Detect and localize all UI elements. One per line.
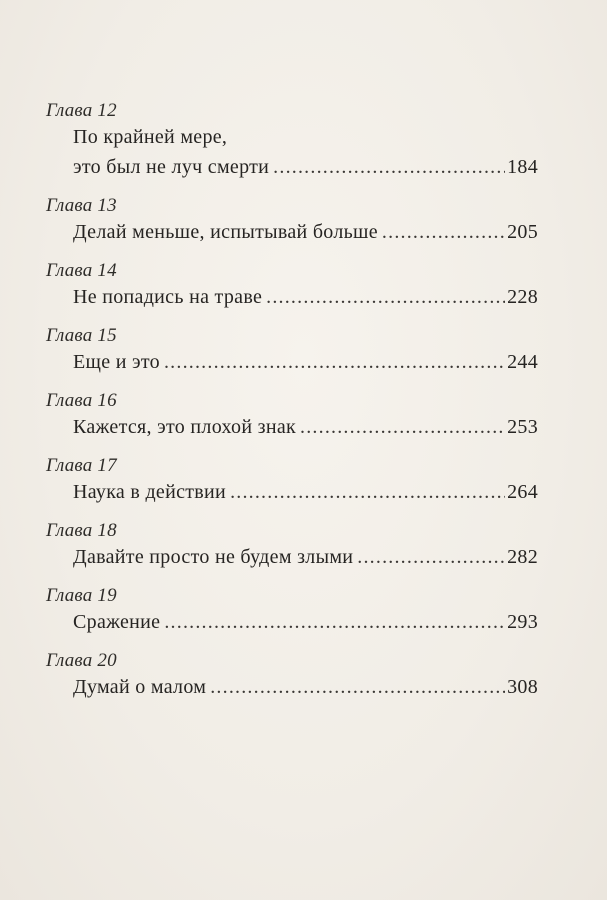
chapter-title: Кажется, это плохой знак: [73, 416, 297, 438]
toc-entry: [46, 195, 538, 247]
chapter-label: Глава 19: [46, 585, 117, 606]
toc-entry: [46, 325, 538, 377]
toc-entry: [46, 650, 538, 702]
toc-entry: [46, 100, 538, 182]
dot-leader: [164, 607, 505, 637]
chapter-title: Делай меньше, испытывай больше: [73, 221, 378, 243]
chapter-title-row: [73, 672, 538, 702]
chapter-title-row: [73, 217, 538, 247]
page-number: 308: [507, 676, 538, 698]
dot-leader: [210, 672, 505, 702]
chapter-title-line: По крайней мере,: [73, 126, 228, 148]
page-number: 228: [507, 286, 538, 308]
chapter-label: Глава 15: [46, 325, 117, 346]
page-number: 293: [507, 611, 538, 633]
toc-entry: [46, 585, 538, 637]
dot-leader: [382, 217, 505, 247]
page-number: 244: [507, 351, 538, 373]
toc-entry: [46, 520, 538, 572]
chapter-label: Глава 18: [46, 520, 117, 541]
chapter-title: Не попадись на траве: [73, 286, 263, 308]
chapter-title-row: [73, 282, 538, 312]
toc-entry: [46, 390, 538, 442]
chapter-title-row: [73, 412, 538, 442]
dot-leader: [164, 347, 505, 377]
chapter-title: Наука в действии: [73, 481, 227, 503]
table-of-contents: [46, 100, 538, 715]
chapter-label: Глава 16: [46, 390, 117, 411]
chapter-title-row: [73, 477, 538, 507]
chapter-label: Глава 14: [46, 260, 117, 281]
page-number: 264: [507, 481, 538, 503]
chapter-title: Еще и это: [73, 351, 160, 373]
dot-leader: [266, 282, 505, 312]
dot-leader: [230, 477, 505, 507]
chapter-title: это был не луч смерти: [73, 156, 270, 178]
toc-entry: [46, 260, 538, 312]
chapter-title: Давайте просто не будем злыми: [73, 546, 354, 568]
page-number: 253: [507, 416, 538, 438]
chapter-title: Сражение: [73, 611, 161, 633]
dot-leader: [273, 152, 505, 182]
dot-leader: [300, 412, 505, 442]
chapter-title-row: [73, 152, 538, 182]
chapter-title-row: [73, 347, 538, 377]
chapter-label: Глава 12: [46, 100, 117, 121]
chapter-label: Глава 20: [46, 650, 117, 671]
page-number: 184: [507, 156, 538, 178]
chapter-title-row: [73, 607, 538, 637]
dot-leader: [357, 542, 505, 572]
chapter-title: Думай о малом: [73, 676, 207, 698]
chapter-label: Глава 13: [46, 195, 117, 216]
chapter-label: Глава 17: [46, 455, 117, 476]
chapter-title-row: [73, 542, 538, 572]
toc-entry: [46, 455, 538, 507]
page-number: 205: [507, 221, 538, 243]
page-number: 282: [507, 546, 538, 568]
